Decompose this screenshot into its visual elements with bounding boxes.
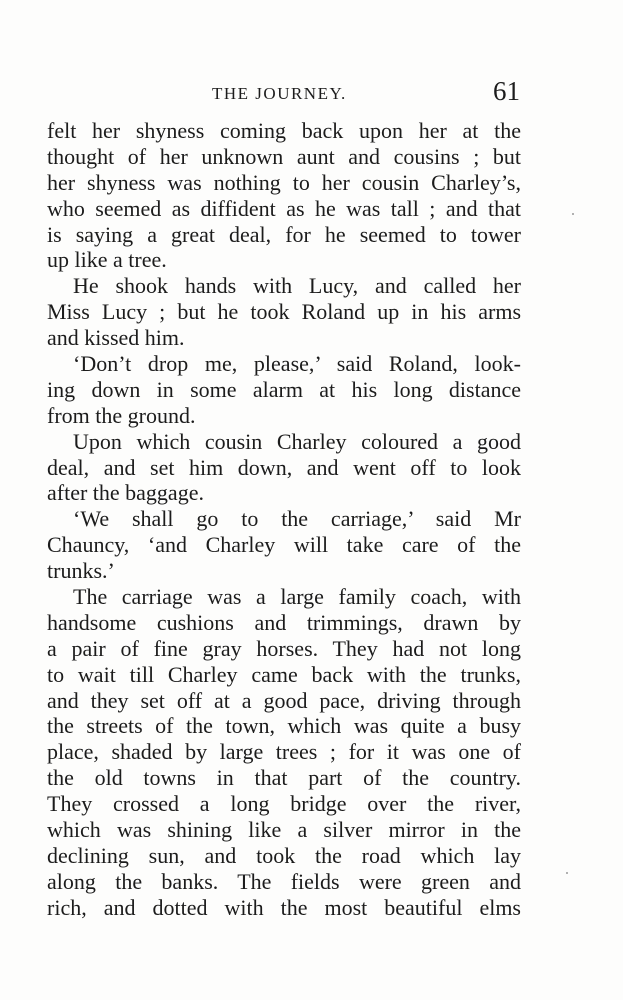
text-line: Miss Lucy ; but he took Roland up in his arms [47, 299, 521, 325]
text-line: thought of her unknown aunt and cousins ; but [47, 143, 521, 169]
page-number: 61 [493, 76, 520, 106]
text-line: a pair of fine gray horses. They had not long [47, 635, 521, 661]
running-head [47, 76, 520, 112]
text-line: the old towns in that part of the country. [47, 765, 521, 791]
running-title: THE JOURNEY. [212, 84, 347, 103]
text-line: to wait till Charley came back with the trunks, [47, 661, 521, 687]
text-line: They crossed a long bridge over the river, [47, 791, 521, 817]
text-line: place, shaded by large trees ; for it was one of [47, 739, 521, 765]
text-line: trunks.’ [47, 558, 115, 584]
text-line: ing down in some alarm at his long distance [47, 376, 521, 402]
text-line: after the baggage. [47, 480, 204, 506]
text-line: Upon which cousin Charley coloured a good [73, 428, 521, 454]
text-line: is saying a great deal, for he seemed to tower [47, 221, 521, 247]
text-line: up like a tree. [47, 247, 167, 273]
text-line: which was shining like a silver mirror in the [47, 817, 521, 843]
text-line: from the ground. [47, 402, 196, 428]
text-line: deal, and set him down, and went off to look [47, 454, 521, 480]
body-text [47, 118, 521, 921]
text-line: The carriage was a large family coach, with [73, 584, 521, 610]
text-line: ‘We shall go to the carriage,’ said Mr [73, 506, 521, 532]
text-line: her shyness was nothing to her cousin Charley’s, [47, 169, 521, 195]
text-line: He shook hands with Lucy, and called her [73, 273, 521, 299]
text-line: handsome cushions and trimmings, drawn by [47, 609, 521, 635]
text-line: along the banks. The fields were green and [47, 868, 521, 894]
text-line: Chauncy, ‘and Charley will take care of the [47, 532, 521, 558]
text-line: ‘Don’t drop me, please,’ said Roland, look- [73, 351, 521, 377]
text-line: and kissed him. [47, 325, 185, 351]
text-line: the streets of the town, which was quite a busy [47, 713, 521, 739]
paper-speck [566, 872, 568, 874]
paper-speck [572, 213, 574, 215]
text-line: rich, and dotted with the most beautiful elms [47, 894, 521, 920]
text-line: felt her shyness coming back upon her at the [47, 118, 521, 143]
text-line: declining sun, and took the road which lay [47, 842, 521, 868]
text-line: and they set off at a good pace, driving through [47, 687, 521, 713]
text-line: who seemed as diffident as he was tall ; and that [47, 195, 521, 221]
